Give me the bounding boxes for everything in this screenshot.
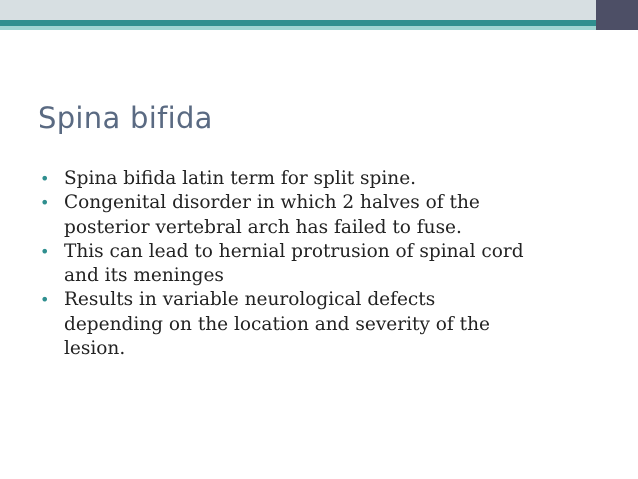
bullet-text-line: Congenital disorder in which 2 halves of the: [64, 192, 480, 214]
bullet-dot-icon: •: [40, 241, 50, 261]
header-band-dark: [596, 0, 638, 30]
bullet-dot-icon: •: [40, 169, 50, 188]
bullet-dot-icon: •: [40, 290, 50, 310]
header-band-light: [0, 0, 596, 30]
bullet-item: [40, 191, 620, 240]
header-band: [0, 0, 638, 30]
bullet-item: [40, 288, 620, 361]
bullet-text-line: Results in variable neurological defects: [64, 289, 436, 311]
bullet-item: [40, 167, 620, 191]
bullet-list: [40, 167, 620, 361]
bullet-text-line: and its meninges: [64, 265, 224, 287]
bullet-text-line: Spina bifida latin term for split spine.: [64, 168, 417, 189]
bullet-text-line: depending on the location and severity of the: [64, 313, 490, 335]
bullet-item: [40, 240, 620, 289]
bullet-text-line: posterior vertebral arch has failed to fuse.: [64, 216, 462, 238]
slide-title: Spina bifida: [38, 101, 213, 135]
bullet-dot-icon: •: [40, 193, 50, 213]
bullet-text-line: This can lead to hernial protrusion of spinal cord: [64, 240, 524, 262]
header-stripe-light-teal: [0, 26, 596, 30]
bullet-text-line: lesion.: [64, 338, 126, 360]
